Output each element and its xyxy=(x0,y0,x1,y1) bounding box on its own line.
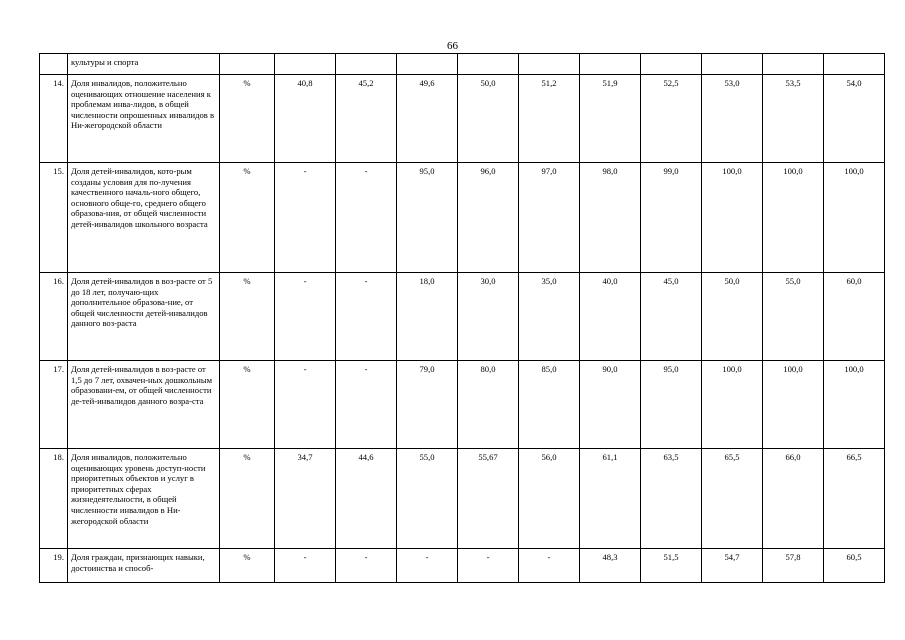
value-cell: 34,7 xyxy=(275,449,336,549)
value-cell: 45,0 xyxy=(641,273,702,361)
value-cell: 44,6 xyxy=(336,449,397,549)
row-number: 14. xyxy=(40,75,68,163)
value-cell: - xyxy=(275,549,336,583)
unit-cell: % xyxy=(220,163,275,273)
indicator-description: Доля детей-инвалидов в воз-расте от 1,5 до 7 лет, охвачен-ных дошкольным образовани-ем, от общей численности де-тей-инвалидов данного возра-ста xyxy=(68,361,220,449)
value-cell: 55,0 xyxy=(763,273,824,361)
value-cell: 50,0 xyxy=(702,273,763,361)
value-cell: - xyxy=(275,273,336,361)
value-cell: 99,0 xyxy=(641,163,702,273)
table-row xyxy=(40,75,885,163)
value-cell: - xyxy=(336,361,397,449)
row-number: 17. xyxy=(40,361,68,449)
value-cell: 53,0 xyxy=(702,75,763,163)
value-cell: 49,6 xyxy=(397,75,458,163)
indicator-description: Доля инвалидов, положительно оценивающих отношение населения к проблемам инва-лидов, в общей численности опрошенных инвалидов в Ни-жегородской области xyxy=(68,75,220,163)
unit-cell: % xyxy=(220,273,275,361)
table-row xyxy=(40,361,885,449)
value-cell: 57,8 xyxy=(763,549,824,583)
value-cell: 60,0 xyxy=(824,273,885,361)
continuation-cell: культуры и спорта xyxy=(68,54,220,75)
value-cell: 79,0 xyxy=(397,361,458,449)
row-number: 16. xyxy=(40,273,68,361)
table-row-continuation xyxy=(40,54,885,75)
value-cell: 45,2 xyxy=(336,75,397,163)
value-cell: - xyxy=(519,549,580,583)
table-row xyxy=(40,273,885,361)
value-cell: 51,2 xyxy=(519,75,580,163)
value-cell: - xyxy=(336,549,397,583)
value-cell: 50,0 xyxy=(458,75,519,163)
value-cell: 55,67 xyxy=(458,449,519,549)
value-cell: 100,0 xyxy=(824,163,885,273)
value-cell: 52,5 xyxy=(641,75,702,163)
row-number: 15. xyxy=(40,163,68,273)
table-cell xyxy=(40,54,68,75)
table-cell xyxy=(220,54,275,75)
value-cell: 96,0 xyxy=(458,163,519,273)
value-cell: 18,0 xyxy=(397,273,458,361)
value-cell: 51,5 xyxy=(641,549,702,583)
value-cell: 90,0 xyxy=(580,361,641,449)
value-cell: - xyxy=(397,549,458,583)
table-cell xyxy=(580,54,641,75)
table-cell xyxy=(458,54,519,75)
value-cell: 65,5 xyxy=(702,449,763,549)
table-row xyxy=(40,449,885,549)
value-cell: 95,0 xyxy=(397,163,458,273)
indicators-table xyxy=(39,53,885,583)
value-cell: 53,5 xyxy=(763,75,824,163)
value-cell: 40,0 xyxy=(580,273,641,361)
value-cell: - xyxy=(275,361,336,449)
value-cell: 100,0 xyxy=(824,361,885,449)
value-cell: 97,0 xyxy=(519,163,580,273)
value-cell: 60,5 xyxy=(824,549,885,583)
value-cell: 98,0 xyxy=(580,163,641,273)
value-cell: 100,0 xyxy=(763,361,824,449)
table-row xyxy=(40,549,885,583)
value-cell: 56,0 xyxy=(519,449,580,549)
row-number: 18. xyxy=(40,449,68,549)
table-cell xyxy=(397,54,458,75)
value-cell: 40,8 xyxy=(275,75,336,163)
row-number: 19. xyxy=(40,549,68,583)
value-cell: 54,0 xyxy=(824,75,885,163)
value-cell: 100,0 xyxy=(702,163,763,273)
table-cell xyxy=(763,54,824,75)
table-cell xyxy=(641,54,702,75)
indicator-description: Доля детей-инвалидов, кото-рым созданы условия для по-лучения качественного началь-ного общего, основного обще-го, среднего общего образова-ния, от общей численности детей-инвалидов школьного возраста xyxy=(68,163,220,273)
indicator-description: Доля инвалидов, положительно оценивающих уровень доступ-ности приоритетных объектов и услуг в приоритетных сферах жизнедеятельности, в общей численности инвалидов в Ни-жегородской области xyxy=(68,449,220,549)
value-cell: 95,0 xyxy=(641,361,702,449)
value-cell: 55,0 xyxy=(397,449,458,549)
value-cell: 30,0 xyxy=(458,273,519,361)
value-cell: 66,0 xyxy=(763,449,824,549)
value-cell: 63,5 xyxy=(641,449,702,549)
table-cell xyxy=(519,54,580,75)
value-cell: - xyxy=(275,163,336,273)
table-cell xyxy=(336,54,397,75)
table-cell xyxy=(702,54,763,75)
value-cell: 66,5 xyxy=(824,449,885,549)
value-cell: 35,0 xyxy=(519,273,580,361)
unit-cell: % xyxy=(220,449,275,549)
table-row xyxy=(40,163,885,273)
value-cell: - xyxy=(336,163,397,273)
unit-cell: % xyxy=(220,361,275,449)
value-cell: - xyxy=(458,549,519,583)
unit-cell: % xyxy=(220,75,275,163)
value-cell: 80,0 xyxy=(458,361,519,449)
value-cell: 54,7 xyxy=(702,549,763,583)
value-cell: 100,0 xyxy=(702,361,763,449)
table-cell xyxy=(275,54,336,75)
indicator-description: Доля граждан, признающих навыки, достоинства и способ- xyxy=(68,549,220,583)
value-cell: 48,3 xyxy=(580,549,641,583)
page-number: 66 xyxy=(447,40,458,52)
value-cell: 85,0 xyxy=(519,361,580,449)
value-cell: 51,9 xyxy=(580,75,641,163)
indicator-description: Доля детей-инвалидов в воз-расте от 5 до 18 лет, получаю-щих дополнительное образова-ние, от общей численности детей-инвалидов данного воз-раста xyxy=(68,273,220,361)
unit-cell: % xyxy=(220,549,275,583)
value-cell: 100,0 xyxy=(763,163,824,273)
table-cell xyxy=(824,54,885,75)
value-cell: - xyxy=(336,273,397,361)
value-cell: 61,1 xyxy=(580,449,641,549)
